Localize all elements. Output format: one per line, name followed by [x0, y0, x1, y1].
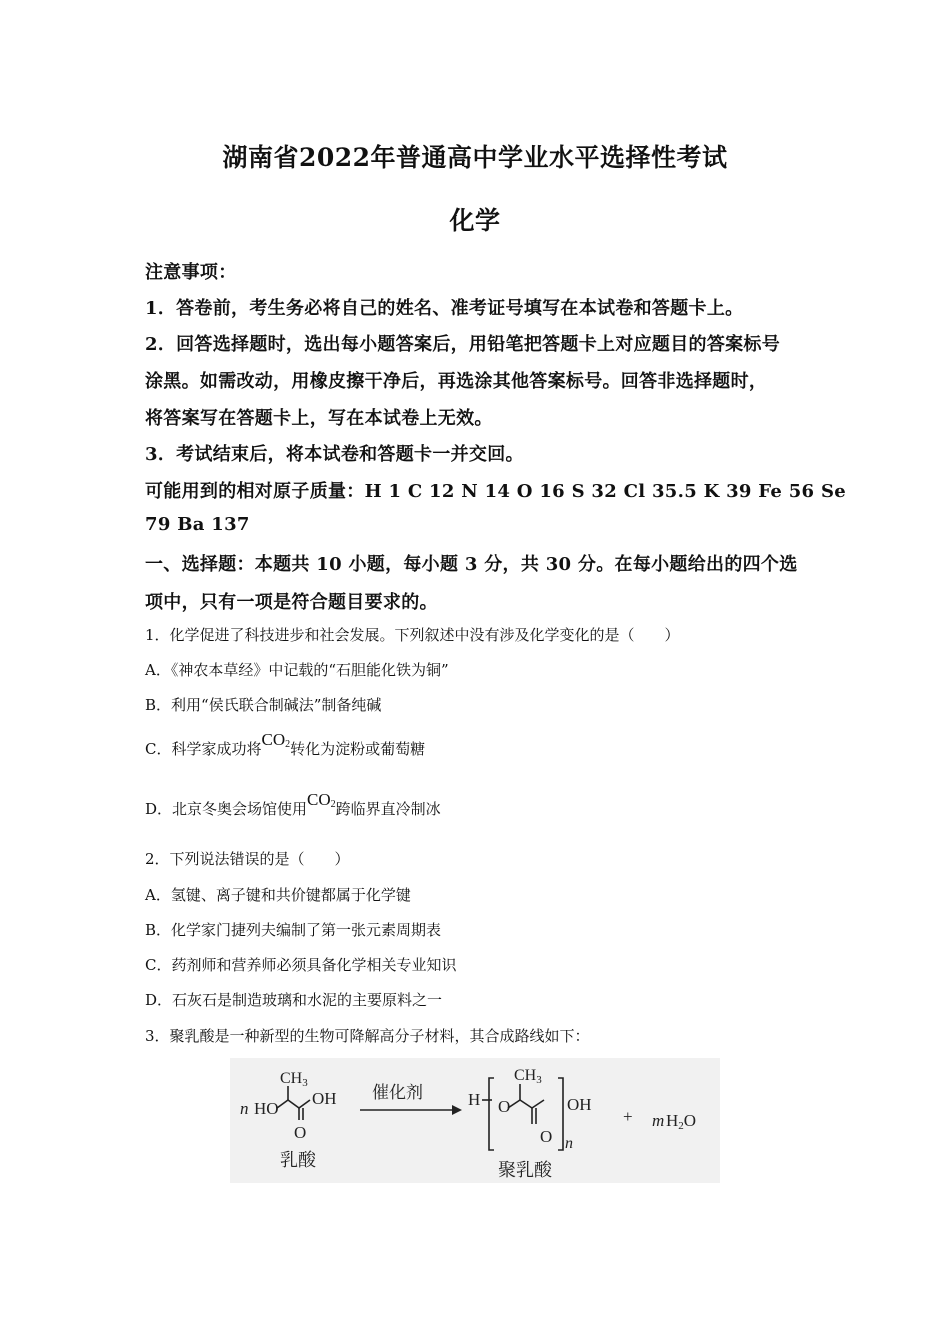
reaction-arrow: [360, 1105, 462, 1115]
plus-sign: +: [623, 1107, 633, 1126]
notice-item-3: 3．考试结束后，将本试卷和答题卡一并交回。: [145, 444, 524, 465]
notice-heading: 注意事项：: [145, 262, 237, 283]
ester-oxygen: O: [498, 1097, 511, 1116]
polylactic-acid-synthesis-scheme: [230, 1058, 720, 1183]
notice-item-2-line-2: 涂黑。如需改动，用橡皮擦干净后，再选涂其他答案标号。回答非选择题时，: [145, 371, 768, 392]
question-3-stem: 3．聚乳酸是一种新型的生物可降解高分子材料，其合成路线如下：: [145, 1027, 590, 1045]
option-d-suffix: 跨临界直冷制冰: [335, 800, 441, 818]
atomic-masses-line-2: 79 Ba 137: [145, 514, 250, 535]
hydroxyl-oh: OH: [312, 1089, 337, 1108]
question-1-option-d: [145, 790, 815, 819]
catalyst-label: 催化剂: [372, 1083, 423, 1102]
question-2-stem: 2．下列说法错误的是（ ）: [145, 850, 350, 868]
hydroxyl-ho: HO: [254, 1099, 279, 1118]
methyl-group: CH3: [280, 1070, 308, 1089]
section-heading-line-1: 一、选择题：本题共 10 小题，每小题 3 分，共 30 分。在每小题给出的四个选: [145, 554, 798, 575]
section-heading-line-2: 项中，只有一项是符合题目要求的。: [145, 592, 438, 613]
question-1-option-c: [145, 730, 815, 759]
subject-title: 化学: [449, 206, 501, 235]
repeat-subscript-n: n: [565, 1135, 573, 1152]
coefficient-n: n: [240, 1099, 249, 1118]
notice-item-2-line-3: 将答案写在答题卡上，写在本试卷上无效。: [145, 408, 493, 429]
notice-item-1: 1．答卷前，考生务必将自己的姓名、准考证号填写在本试卷和答题卡上。: [145, 298, 744, 319]
reaction-scheme-svg: [230, 1058, 720, 1183]
notice-item-2-line-1: 2．回答选择题时，选出每小题答案后，用铅笔把答题卡上对应题目的答案标号: [145, 334, 781, 355]
co2-formula: $CO_2$: [261, 730, 291, 750]
option-c-suffix: 转化为淀粉或葡萄糖: [290, 740, 426, 758]
question-2-option-b: B．化学家门捷列夫编制了第一张元素周期表: [145, 921, 442, 939]
option-c-prefix: C．科学家成功将: [145, 740, 262, 758]
exam-title: 湖南省2022年普通高中学业水平选择性考试: [222, 143, 728, 172]
end-group-oh: OH: [567, 1095, 592, 1114]
polymer-carbonyl-o: O: [540, 1127, 553, 1146]
atomic-masses-line-1: 可能用到的相对原子质量：H 1 C 12 N 14 O 16 S 32 Cl 35.5 K 39 Fe 56 Se: [145, 481, 846, 502]
lactic-acid-label: 乳酸: [280, 1150, 316, 1170]
coefficient-m: m: [652, 1111, 665, 1130]
option-d-prefix: D．北京冬奥会场馆使用: [145, 800, 308, 818]
question-1-option-a: A．《神农本草经》中记载的“石胆能化铁为铜”: [145, 661, 449, 679]
polymer-methyl-group: CH3: [514, 1067, 542, 1086]
carbonyl-o: O: [294, 1123, 307, 1142]
question-2-option-d: D．石灰石是制造玻璃和水泥的主要原料之一: [145, 991, 443, 1009]
co2-formula: $CO_2$: [307, 790, 336, 810]
question-1-stem: 1．化学促进了科技进步和社会发展。下列叙述中没有涉及化学变化的是（ ）: [145, 626, 680, 644]
question-1-option-b: B．利用“侯氏联合制碱法”制备纯碱: [145, 696, 382, 714]
polylactic-acid-label: 聚乳酸: [498, 1160, 552, 1180]
water-formula: H2O: [666, 1111, 697, 1132]
end-group-h: H: [468, 1090, 481, 1109]
question-2-option-c: C．药剂师和营养师必须具备化学相关专业知识: [145, 956, 457, 974]
lactic-acid-bonds: [277, 1086, 310, 1120]
question-2-option-a: A．氢键、离子键和共价键都属于化学键: [145, 886, 411, 904]
